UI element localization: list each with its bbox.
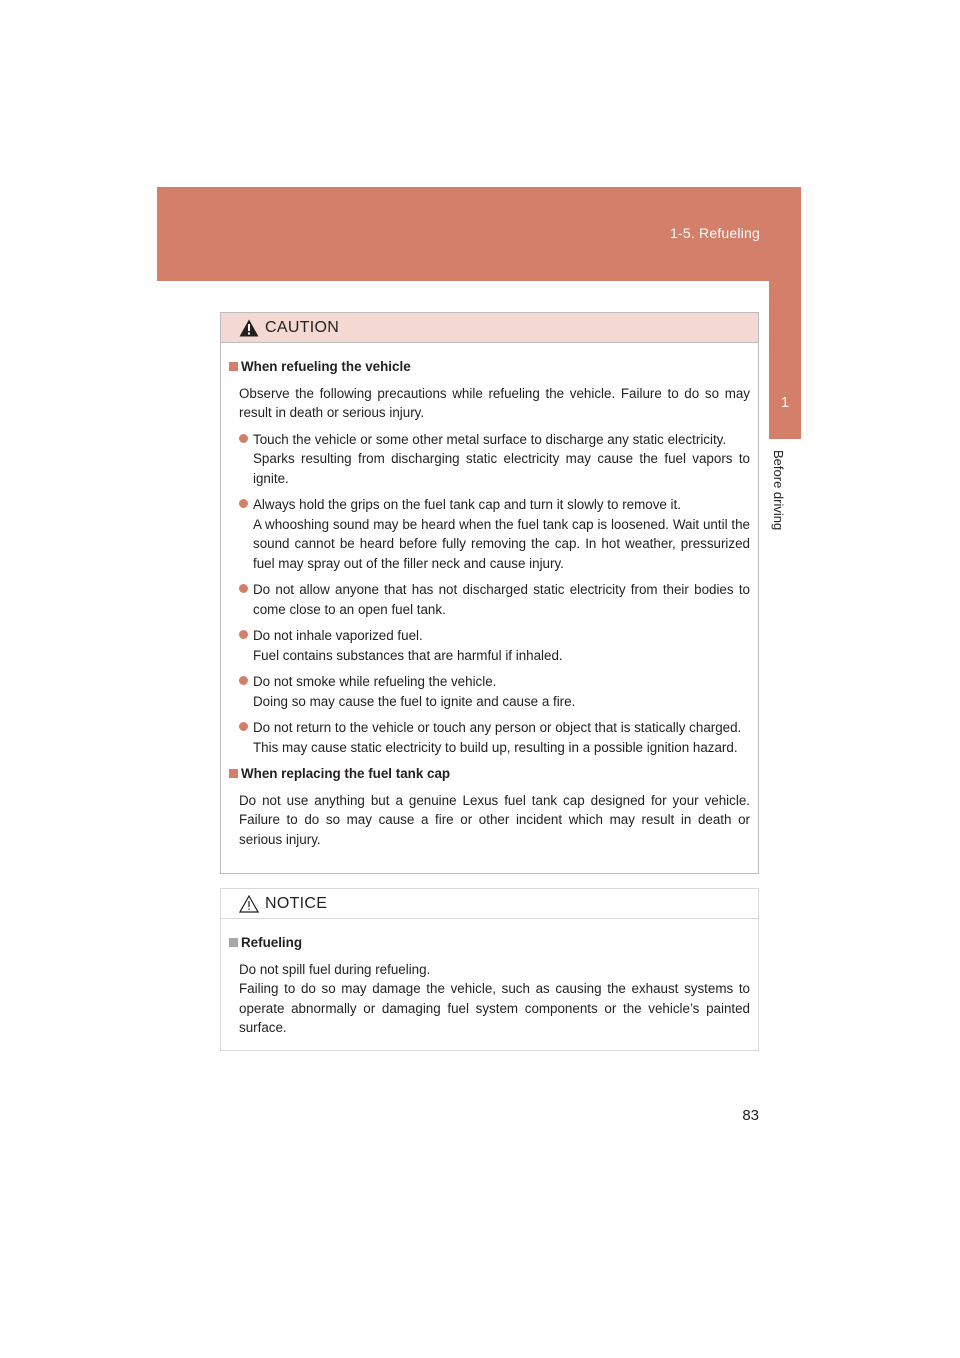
round-bullet-icon: [239, 584, 248, 593]
bullet-detail: Fuel contains substances that are harmful if inhaled.: [253, 647, 563, 663]
square-bullet-icon: [229, 938, 238, 947]
notice-line: Do not spill fuel during refueling.: [239, 961, 431, 977]
round-bullet-icon: [239, 722, 248, 731]
square-bullet-icon: [229, 362, 238, 371]
notice-title: NOTICE: [265, 894, 328, 912]
chapter-label: Before driving: [771, 450, 786, 531]
round-bullet-icon: [239, 499, 248, 508]
caution-header: [221, 313, 758, 343]
chapter-side: [773, 450, 799, 600]
bullet-item: [229, 718, 750, 757]
section-heading: When refueling the vehicle: [229, 357, 750, 377]
section-heading: When replacing the fuel tank cap: [229, 764, 750, 784]
section-text: Observe the following precautions while refueling the vehicle. Failure to do so may result in death or serious injury.: [239, 385, 750, 420]
bullet-item: [229, 626, 750, 665]
section-title: 1-5. Refueling: [670, 225, 760, 241]
bullet-item: [229, 430, 750, 489]
page-number: 83: [742, 1107, 759, 1124]
bullet-lead: Do not allow anyone that has not discharged static electricity from their bodies to come close to an open fuel tank.: [253, 582, 750, 617]
bullet-lead: Do not smoke while refueling the vehicle.: [253, 674, 497, 689]
bullet-detail: A whooshing sound may be heard when the fuel tank cap is loosened. Wait until the sound cannot be heard before fully removing the cap. In hot weather, pressurized fuel may spray out of the filler neck and cause injury.: [253, 516, 750, 571]
notice-line: Failing to do so may damage the vehicle, such as causing the exhaust systems to operate abnormally or damaging fuel system components or the vehicle’s painted surface.: [239, 981, 750, 1035]
bullet-detail: Sparks resulting from discharging static electricity may cause the fuel vapors to ignite.: [253, 451, 750, 486]
bullet-detail: This may cause static electricity to build up, resulting in a possible ignition hazard.: [253, 739, 738, 755]
section-text: Do not use anything but a genuine Lexus fuel tank cap designed for your vehicle. Failure to do so may cause a fire or other incident which may result in death or serious injury.: [239, 792, 750, 847]
bullet-item: [229, 495, 750, 573]
warning-triangle-filled-icon: [239, 319, 259, 337]
caution-title: CAUTION: [265, 318, 340, 336]
bullet-lead: Do not return to the vehicle or touch any person or object that is statically charged.: [253, 720, 742, 735]
warning-triangle-outline-icon: [239, 895, 259, 913]
caution-box: [220, 312, 759, 874]
bullet-lead: Do not inhale vaporized fuel.: [253, 628, 423, 643]
section-heading: Refueling: [229, 933, 750, 953]
notice-box: [220, 888, 759, 1051]
caution-body: [221, 343, 758, 849]
bullet-item: [229, 580, 750, 619]
round-bullet-icon: [239, 434, 248, 443]
bullet-lead: Touch the vehicle or some other metal surface to discharge any static electricity.: [253, 431, 727, 447]
bullet-item: [229, 672, 750, 711]
round-bullet-icon: [239, 630, 248, 639]
chapter-tab: [769, 281, 801, 439]
notice-header: [221, 889, 758, 919]
notice-body: [221, 919, 758, 1038]
bullet-lead: Always hold the grips on the fuel tank cap and turn it slowly to remove it.: [253, 497, 681, 512]
header-band: [157, 187, 801, 281]
bullet-detail: Doing so may cause the fuel to ignite and cause a fire.: [253, 693, 576, 709]
round-bullet-icon: [239, 676, 248, 685]
square-bullet-icon: [229, 769, 238, 778]
chapter-number: 1: [780, 394, 790, 411]
